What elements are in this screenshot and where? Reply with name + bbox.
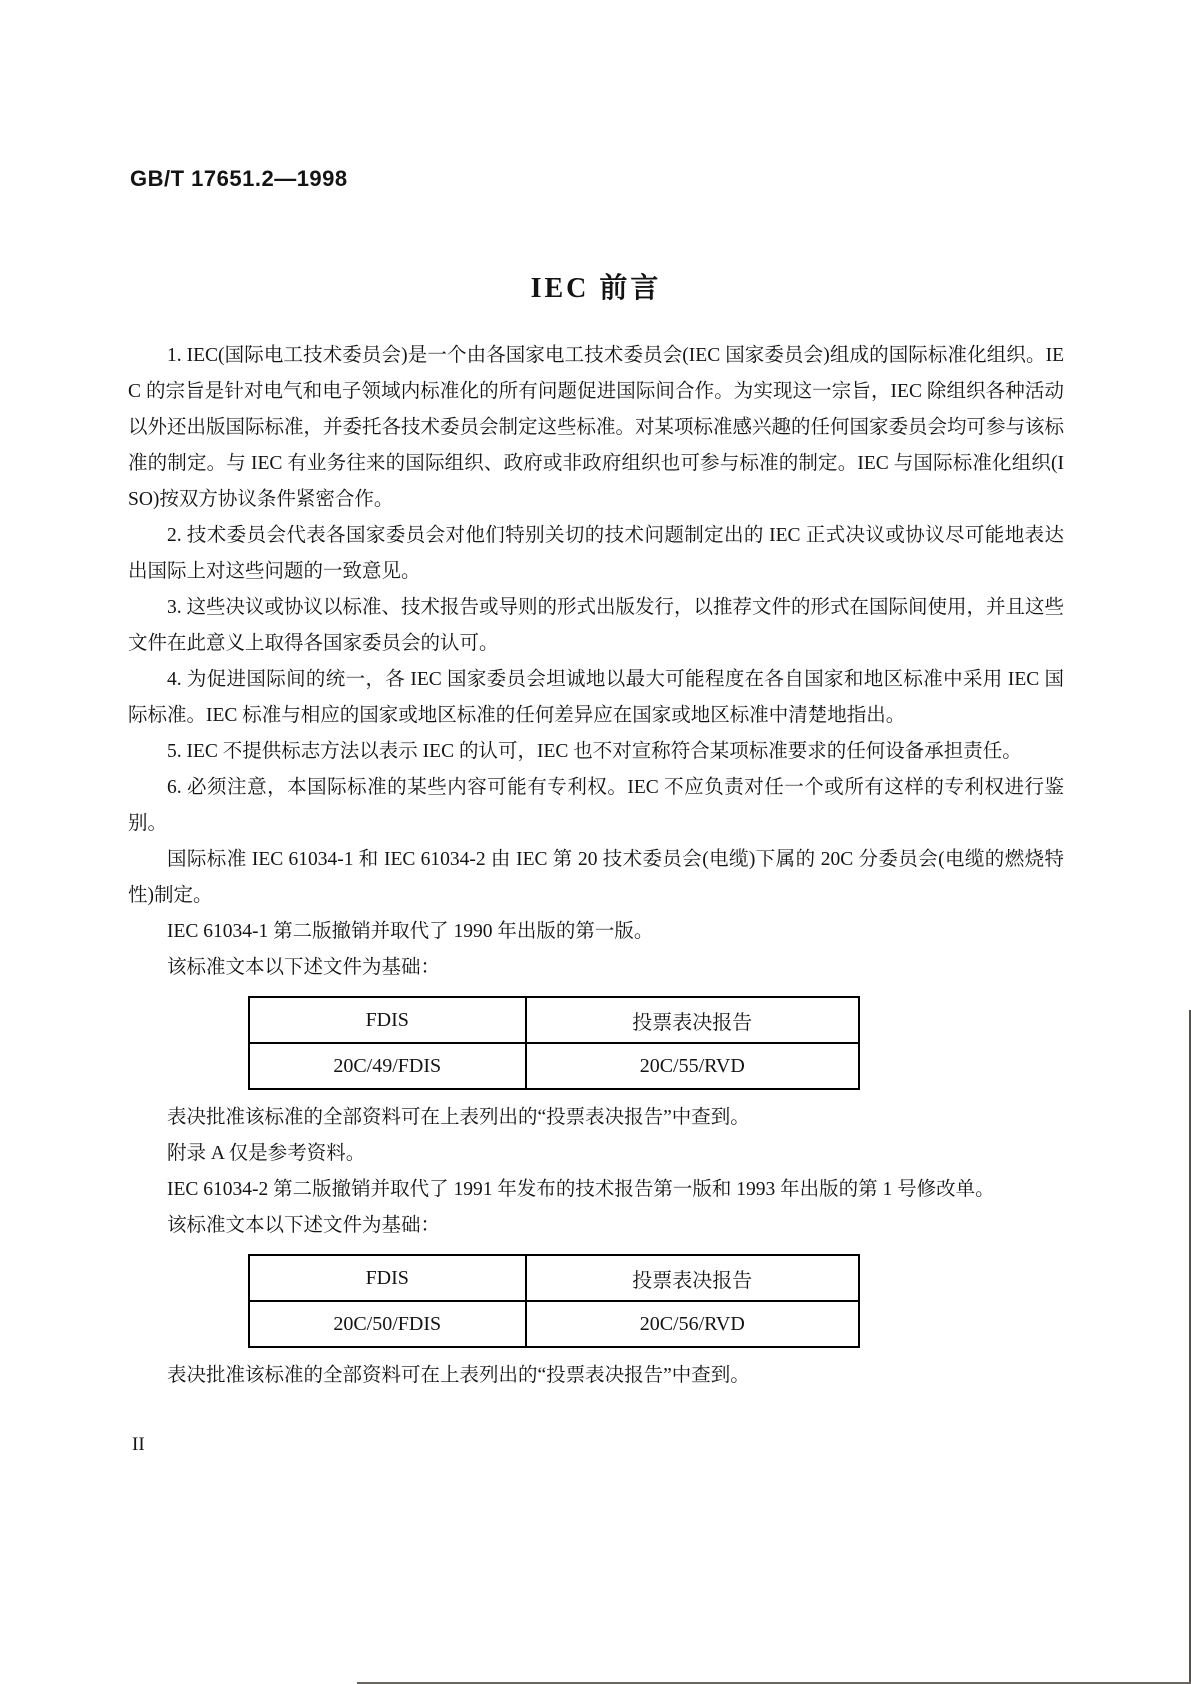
paragraph: IEC 61034-2 第二版撤销并取代了 1991 年发布的技术报告第一版和 1993 年出版的第 1 号修改单。 [167, 1179, 995, 1200]
table-row [249, 1301, 859, 1347]
table-row [249, 1043, 859, 1089]
table-header-cell: FDIS [249, 1255, 526, 1301]
content [128, 266, 1064, 1394]
table-cell: 20C/56/RVD [526, 1301, 860, 1347]
paragraph: 该标准文本以下述文件为基础： [167, 1215, 441, 1236]
paragraph: 4. 为促进国际间的统一，各 IEC 国家委员会坦诚地以最大可能程度在各自国家和地区标准中采用 IEC 国际标准。IEC 标准与相应的国家或地区标准的任何差异应在国家或地区标准中清楚地指出。 [128, 669, 1064, 726]
table-cell: 20C/55/RVD [526, 1043, 860, 1089]
paragraph: 该标准文本以下述文件为基础： [167, 957, 441, 978]
content-blocks [128, 338, 1064, 1394]
table-header-cell: FDIS [249, 997, 526, 1043]
paragraph: 1. IEC(国际电工技术委员会)是一个由各国家电工技术委员会(IEC 国家委员会)组成的国际标准化组织。IEC 的宗旨是针对电气和电子领域内标准化的所有问题促进国际间合作。为实现这一宗旨，IEC 除组织各种活动以外还出版国际标准，并委托各技术委员会制定这些标准。对某项标准感兴趣的任何国家委员会均可参与该标准的制定。与 IEC 有业务往来的国际组织、政府或非政府组织也可参与标准的制定。IEC 与国际标准化组织(ISO)按双方协议条件紧密合作。 [128, 345, 1065, 510]
paragraph: 附录 A 仅是参考资料。 [167, 1143, 366, 1164]
paragraph: IEC 61034-1 第二版撤销并取代了 1990 年出版的第一版。 [167, 921, 654, 942]
page-number: II [132, 1434, 145, 1455]
paragraph: 2. 技术委员会代表各国家委员会对他们特别关切的技术问题制定出的 IEC 正式决议或协议尽可能地表达出国际上对这些问题的一致意见。 [128, 525, 1064, 582]
paragraph: 5. IEC 不提供标志方法以表示 IEC 的认可，IEC 也不对宣称符合某项标准要求的任何设备承担责任。 [167, 741, 1022, 762]
table-header-cell: 投票表决报告 [526, 1255, 860, 1301]
page-title: IEC 前言 [530, 273, 662, 304]
ballot-report-table [248, 996, 860, 1090]
standard-number: GB/T 17651.2—1998 [130, 166, 348, 191]
paragraph: 表决批准该标准的全部资料可在上表列出的“投票表决报告”中查到。 [167, 1365, 750, 1386]
ballot-report-table [248, 1254, 860, 1348]
paragraph: 表决批准该标准的全部资料可在上表列出的“投票表决报告”中查到。 [167, 1107, 750, 1128]
table-header-row [249, 997, 859, 1043]
paragraph: 6. 必须注意，本国际标准的某些内容可能有专利权。IEC 不应负责对任一个或所有这样的专利权进行鉴别。 [128, 777, 1064, 834]
table-header-row [249, 1255, 859, 1301]
table-header-cell: 投票表决报告 [526, 997, 860, 1043]
table-cell: 20C/50/FDIS [249, 1301, 526, 1347]
paragraph: 国际标准 IEC 61034-1 和 IEC 61034-2 由 IEC 第 20 技术委员会(电缆)下属的 20C 分委员会(电缆的燃烧特性)制定。 [128, 849, 1064, 906]
table-cell: 20C/49/FDIS [249, 1043, 526, 1089]
paragraph: 3. 这些决议或协议以标准、技术报告或导则的形式出版发行，以推荐文件的形式在国际间使用，并且这些文件在此意义上取得各国家委员会的认可。 [128, 597, 1065, 654]
